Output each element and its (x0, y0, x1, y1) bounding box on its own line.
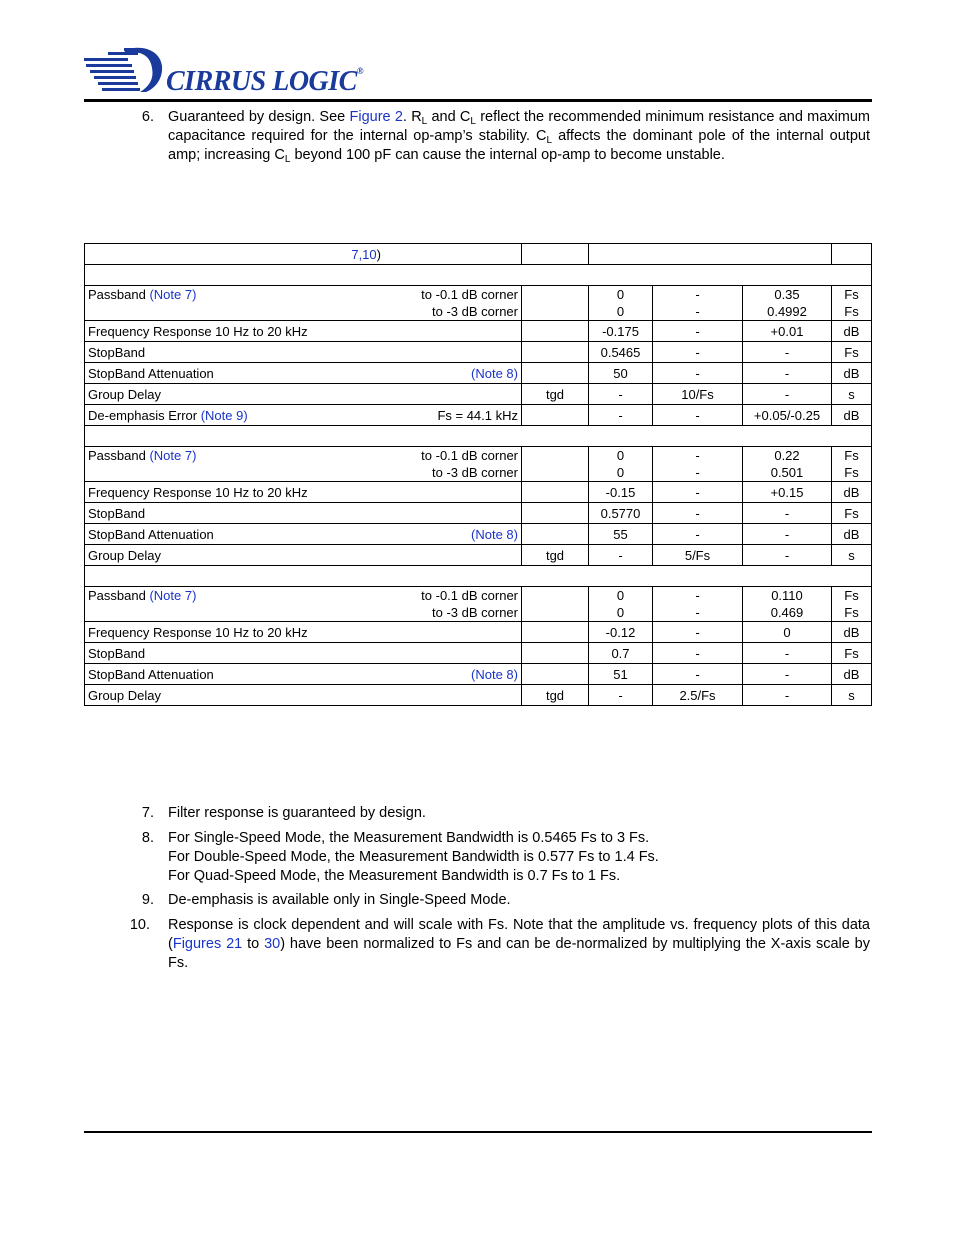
unit-cell: dB (832, 482, 872, 503)
typ-cell: 2.5/Fs (653, 685, 743, 706)
max-value: 0.469 (770, 605, 804, 620)
param-cell (85, 405, 522, 426)
symbol-cell (522, 524, 589, 545)
typ-value: - (695, 304, 700, 319)
header-cell (85, 244, 522, 265)
condition-text: to -3 dB corner (432, 304, 518, 319)
note-link[interactable]: (Note 7) (149, 287, 197, 302)
typ-value: - (695, 448, 700, 463)
symbol-cell (522, 643, 589, 664)
typ-cell: - (653, 643, 743, 664)
min-cell: -0.175 (589, 321, 653, 342)
min-cell: -0.12 (589, 622, 653, 643)
header-rule (84, 99, 872, 102)
param-name: Passband (88, 448, 146, 463)
note-body (168, 108, 870, 165)
symbol-cell (522, 503, 589, 524)
symbol-cell (522, 622, 589, 643)
note-link[interactable]: (Note 9) (200, 407, 248, 423)
typ-cell: - (653, 342, 743, 363)
min-cell: 55 (589, 524, 653, 545)
unit-cell: s (832, 685, 872, 706)
param-name: Frequency Response 10 Hz to 20 kHz (88, 323, 308, 339)
max-cell: - (743, 685, 832, 706)
param-cell (85, 622, 522, 643)
param-cell (85, 643, 522, 664)
typ-cell: - (653, 503, 743, 524)
param-name: Frequency Response 10 Hz to 20 kHz (88, 484, 308, 500)
max-cell: - (743, 384, 832, 405)
typ-cell (653, 447, 743, 482)
header-paren: ) (376, 246, 381, 262)
table-row (85, 622, 872, 643)
param-cell (85, 503, 522, 524)
header-cell (589, 244, 832, 265)
min-cell: 0.5465 (589, 342, 653, 363)
max-cell: - (743, 363, 832, 384)
min-cell: 51 (589, 664, 653, 685)
typ-cell: - (653, 524, 743, 545)
note-10 (124, 916, 870, 976)
subscript: L (546, 135, 553, 146)
typ-value: - (695, 287, 700, 302)
subscript: L (470, 116, 476, 127)
table-row (85, 545, 872, 566)
typ-cell: - (653, 321, 743, 342)
note-body (168, 916, 870, 973)
param-name: Group Delay (88, 386, 161, 402)
note-text: . R (402, 109, 422, 125)
note-text: beyond 100 pF can cause the internal op-amp to become unstable. (290, 147, 725, 163)
min-cell: - (589, 405, 653, 426)
table-row (85, 342, 872, 363)
note-text: ) have been normalized to Fs and can be de-normalized by multiplying the X-axis scale by Fs. (168, 936, 871, 971)
unit-value: Fs (844, 588, 859, 603)
param-name: Passband (88, 287, 146, 302)
note-text: Response is clock dependent and will scale with Fs. Note that the amplitude vs. frequency plots of this data ( (168, 917, 870, 952)
section-header-row (85, 265, 872, 286)
table-row (85, 286, 872, 321)
cirrus-logic-logo (84, 44, 364, 98)
param-name: Passband (88, 588, 146, 603)
typ-value: - (695, 465, 700, 480)
max-cell: +0.01 (743, 321, 832, 342)
note-link[interactable]: (Note 8) (471, 526, 518, 542)
min-cell: -0.15 (589, 482, 653, 503)
condition-text: to -0.1 dB corner (421, 448, 518, 463)
header-cell (832, 244, 872, 265)
param-cell (85, 545, 522, 566)
figure-30-link[interactable]: 30 (264, 936, 281, 952)
symbol-cell (522, 363, 589, 384)
condition-text: to -3 dB corner (432, 465, 518, 480)
unit-cell: dB (832, 363, 872, 384)
note-link[interactable]: (Note 8) (471, 666, 518, 682)
typ-cell: 10/Fs (653, 384, 743, 405)
min-cell: - (589, 384, 653, 405)
param-cell (85, 342, 522, 363)
header-cell (522, 244, 589, 265)
typ-cell: - (653, 664, 743, 685)
note-number: 6. (141, 109, 154, 125)
note-9 (124, 891, 870, 911)
symbol-cell (522, 664, 589, 685)
subscript: L (421, 116, 428, 127)
symbol-cell (522, 587, 589, 622)
symbol-cell (522, 321, 589, 342)
table-row (85, 321, 872, 342)
section-header-cell (85, 265, 872, 286)
notes-7-10-link[interactable]: 7,10 (351, 246, 377, 262)
symbol-cell (522, 482, 589, 503)
min-value: 0 (616, 304, 625, 319)
unit-cell (832, 286, 872, 321)
max-cell: - (743, 342, 832, 363)
typ-cell (653, 286, 743, 321)
max-cell (743, 587, 832, 622)
unit-value: Fs (844, 465, 859, 480)
condition-text: to -0.1 dB corner (421, 588, 518, 603)
note-text: reflect the recommended minimum resistance and maximum capacitance required for the internal op-amp’s stability. C (168, 109, 870, 144)
table-row (85, 643, 872, 664)
symbol-cell (522, 447, 589, 482)
max-cell (743, 447, 832, 482)
max-cell (743, 286, 832, 321)
min-cell: - (589, 545, 653, 566)
min-cell (589, 286, 653, 321)
logo-text: CIRRUS LOGIC (166, 66, 357, 97)
note-text: Guaranteed by design. See (168, 109, 350, 125)
note-link[interactable]: (Note 7) (149, 448, 197, 463)
symbol-cell: tgd (522, 685, 589, 706)
symbol-cell (522, 342, 589, 363)
typ-value: - (695, 605, 700, 620)
note-text: and C (427, 109, 471, 125)
unit-cell: Fs (832, 342, 872, 363)
note-line: For Quad-Speed Mode, the Measurement Bandwidth is 0.7 Fs to 1 Fs. (168, 868, 621, 884)
section-header-row (85, 566, 872, 587)
note-number: 8. (141, 830, 154, 846)
table-row (85, 363, 872, 384)
param-name: StopBand Attenuation (88, 666, 214, 682)
max-value: 0.22 (774, 448, 800, 463)
typ-cell (653, 587, 743, 622)
max-cell: +0.15 (743, 482, 832, 503)
figures-21-link[interactable]: Figures 21 (172, 936, 243, 952)
typ-cell: 5/Fs (653, 545, 743, 566)
condition-text: to -0.1 dB corner (421, 287, 518, 302)
max-cell: +0.05/-0.25 (743, 405, 832, 426)
max-cell: - (743, 664, 832, 685)
unit-cell (832, 447, 872, 482)
min-value: 0 (616, 465, 625, 480)
min-cell: 50 (589, 363, 653, 384)
min-cell: 0.5770 (589, 503, 653, 524)
min-value: 0 (616, 605, 625, 620)
param-cell (85, 482, 522, 503)
unit-cell: dB (832, 664, 872, 685)
filter-spec-table (84, 243, 872, 706)
table-row (85, 384, 872, 405)
param-name: StopBand (88, 505, 146, 521)
table-row (85, 405, 872, 426)
condition-text: Fs = 44.1 kHz (437, 407, 518, 423)
note-6 (124, 108, 870, 168)
table-row (85, 664, 872, 685)
symbol-cell: tgd (522, 384, 589, 405)
unit-cell: dB (832, 524, 872, 545)
typ-cell: - (653, 622, 743, 643)
param-cell (85, 685, 522, 706)
note-7 (124, 804, 870, 824)
typ-value: - (695, 588, 700, 603)
table-row (85, 447, 872, 482)
section-header-row (85, 426, 872, 447)
table-row (85, 503, 872, 524)
min-value: 0 (616, 448, 625, 463)
note-number: 9. (141, 892, 154, 908)
param-name: Group Delay (88, 547, 161, 563)
param-cell (85, 321, 522, 342)
max-value: 0.35 (774, 287, 800, 302)
max-cell: - (743, 503, 832, 524)
param-name: StopBand (88, 645, 146, 661)
typ-cell: - (653, 405, 743, 426)
param-name: StopBand Attenuation (88, 526, 214, 542)
min-value: 0 (616, 287, 625, 302)
typ-cell: - (653, 482, 743, 503)
unit-cell: s (832, 545, 872, 566)
table-row (85, 587, 872, 622)
max-cell: - (743, 643, 832, 664)
min-cell: 0.7 (589, 643, 653, 664)
subscript: L (284, 154, 291, 165)
unit-cell: Fs (832, 643, 872, 664)
unit-value: Fs (844, 304, 859, 319)
max-cell: - (743, 545, 832, 566)
max-value: 0.110 (771, 588, 803, 603)
table-row (85, 685, 872, 706)
unit-cell: dB (832, 622, 872, 643)
param-cell (85, 587, 522, 622)
note-text: to (242, 936, 265, 952)
param-name: De-emphasis Error (88, 407, 198, 423)
param-name: Frequency Response 10 Hz to 20 kHz (88, 624, 308, 640)
note-number: 7. (141, 805, 154, 821)
note-body: De-emphasis is available only in Single-Speed Mode. (168, 892, 511, 908)
note-text: affects the dominant pole of the internal output amp; increasing C (168, 128, 870, 163)
min-cell (589, 447, 653, 482)
table-row (85, 524, 872, 545)
unit-value: Fs (844, 605, 859, 620)
unit-value: Fs (844, 448, 859, 463)
note-body (168, 829, 870, 886)
param-name: StopBand (88, 344, 146, 360)
note-link[interactable]: (Note 7) (149, 588, 197, 603)
note-number: 10. (129, 917, 150, 933)
min-cell (589, 587, 653, 622)
section-header-cell (85, 426, 872, 447)
param-cell (85, 363, 522, 384)
min-cell: - (589, 685, 653, 706)
symbol-cell (522, 286, 589, 321)
max-cell: 0 (743, 622, 832, 643)
figure-2-link[interactable]: Figure 2 (349, 109, 403, 125)
max-value: 0.4992 (767, 304, 807, 319)
typ-cell: - (653, 363, 743, 384)
param-cell (85, 664, 522, 685)
unit-cell: s (832, 384, 872, 405)
param-name: Group Delay (88, 687, 161, 703)
max-cell: - (743, 524, 832, 545)
param-cell (85, 447, 522, 482)
section-header-cell (85, 566, 872, 587)
note-8 (124, 829, 870, 887)
note-line: For Single-Speed Mode, the Measurement Bandwidth is 0.5465 Fs to 3 Fs. (168, 830, 650, 846)
param-name: StopBand Attenuation (88, 365, 214, 381)
table-header-row (85, 244, 872, 265)
registered-mark: ® (356, 66, 364, 76)
param-cell (85, 286, 522, 321)
footer-rule (84, 1131, 872, 1133)
table-row (85, 482, 872, 503)
unit-cell: dB (832, 321, 872, 342)
note-link[interactable]: (Note 8) (471, 365, 518, 381)
max-value: 0.501 (770, 465, 804, 480)
param-cell (85, 524, 522, 545)
unit-value: Fs (844, 287, 859, 302)
unit-cell (832, 587, 872, 622)
param-cell (85, 384, 522, 405)
condition-text: to -3 dB corner (432, 605, 518, 620)
symbol-cell (522, 405, 589, 426)
unit-cell: dB (832, 405, 872, 426)
note-line: For Double-Speed Mode, the Measurement Bandwidth is 0.577 Fs to 1.4 Fs. (168, 849, 659, 865)
symbol-cell: tgd (522, 545, 589, 566)
min-value: 0 (616, 588, 625, 603)
unit-cell: Fs (832, 503, 872, 524)
note-body: Filter response is guaranteed by design. (168, 805, 426, 821)
